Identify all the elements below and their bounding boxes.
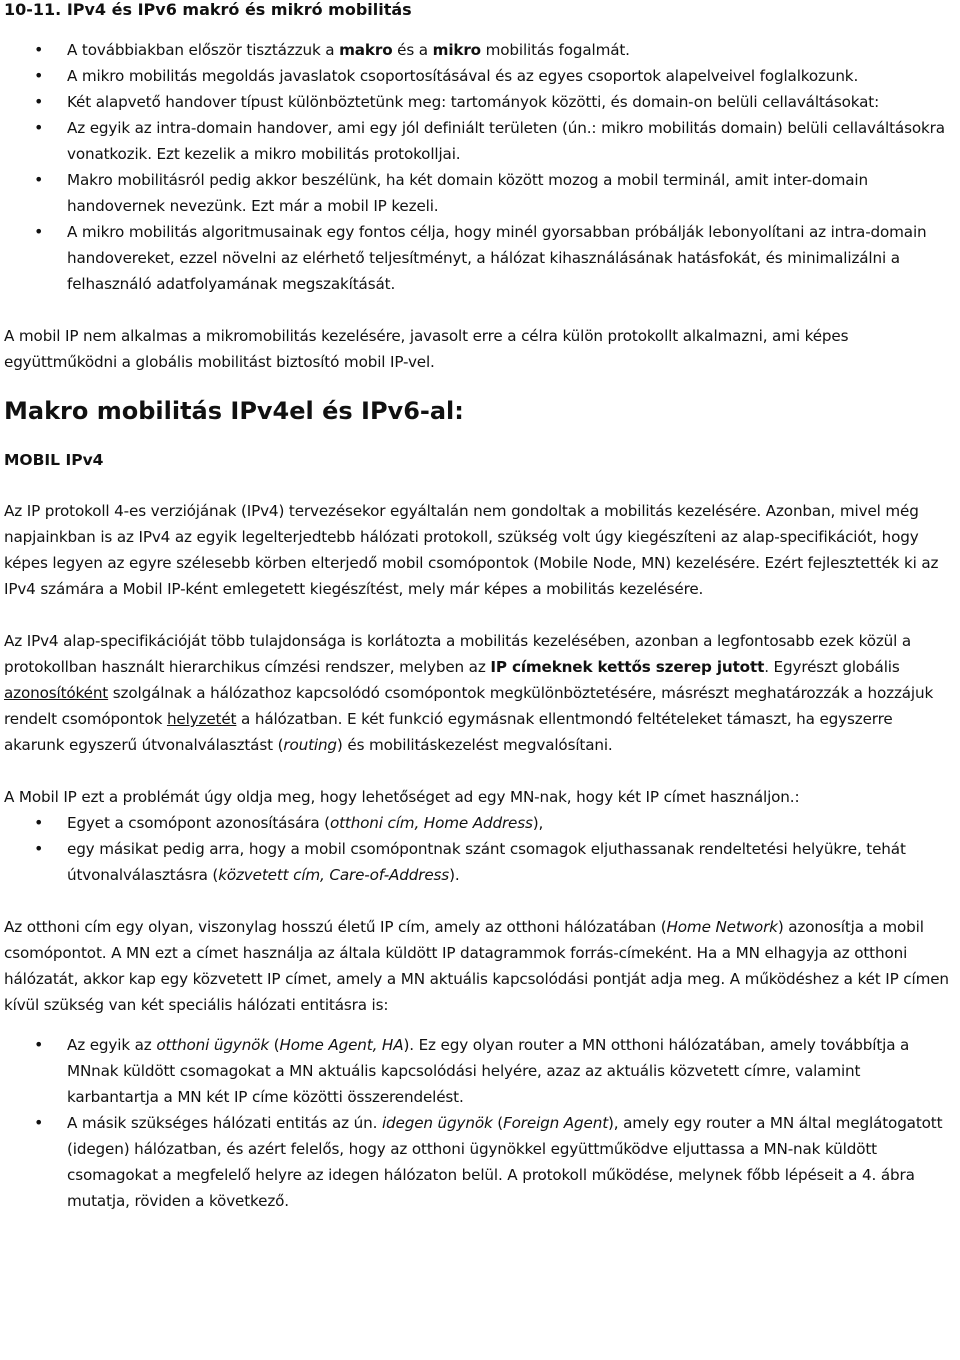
paragraph-mobile-ip: A mobil IP nem alkalmas a mikromobilitás kezelésére, javasolt erre a célra külön protokollt alkalmazni, ami képes együttműködni a globális mobilitást biztosító mobil IP-vel. [4, 327, 849, 371]
text: ). Ez egy olyan router a MN otthoni hálózatában, amely továbbítja a MNnak küldött csomagokat a MN aktuális kapcsolódási helyére, azaz az aktuális közvetett címre, valamint karbantartja a MN két IP címe közötti összerendelést. [67, 1036, 910, 1106]
italic-term: közvetett cím, Care-of-Address [218, 866, 450, 884]
italic-term: otthoni cím, Home Address [329, 814, 533, 832]
paragraph-ipv4-intro: Az IP protokoll 4-es verziójának (IPv4) tervezésekor egyáltalán nem gondoltak a mobilitás kezelésére. Azonban, mivel még napjainkban is az IPv4 az egyik legelterjedtebb hálózati protokoll, szükség volt úgy kiegészíteni az alap-specifikációt, hogy képes legyen az egyre szélesebb körben elterjedő mobil csomópontok (Mobile Node, MN) kezelésére. Ezért fejlesztették ki az IPv4 számára a Mobil IP-ként emlegetett kiegészítést, mely már képes a mobilitás kezelésére. [4, 502, 939, 598]
text: és a [392, 41, 433, 59]
text: egy másikat pedig arra, hogy a mobil csomópontnak szánt csomagok eljuthassanak rendeltetési helyükre, tehát útvonalválasztásra ( [67, 840, 906, 884]
text: ) és mobilitáskezelést megvalósítani. [336, 736, 613, 754]
text: A másik szükséges hálózati entitás az ún. [67, 1114, 382, 1132]
text: ). [449, 866, 460, 884]
list-item [4, 37, 956, 63]
list-item [4, 836, 956, 888]
list-item [4, 1110, 956, 1214]
text: mobilitás fogalmát. [480, 41, 630, 59]
two-ip-bullet-list [4, 810, 956, 888]
text: ) azonosítja a mobil csomópontot. A MN ezt a címet használja az általa küldött IP datagrammok forrás-címeként. Ha a MN elhagyja az otthoni hálózatát, akkor kap egy közvetett IP címet, amely a MN aktuális kapcsolódási pontját adja meg. A működéshez a két IP címen kívül szükség van két speciális hálózati entitásra is: [4, 918, 949, 1014]
paragraph-two-ip: A Mobil IP ezt a problémát úgy oldja meg, hogy lehetőséget ad egy MN-nak, hogy két IP címet használjon.: [4, 788, 800, 806]
page-title: 10-11. IPv4 és IPv6 makró és mikró mobilitás [4, 0, 412, 19]
section-heading-macro: Makro mobilitás IPv4el és IPv6-al: [4, 397, 464, 425]
agent-bullet-list [4, 1032, 956, 1214]
italic-term: Home Agent, HA [279, 1036, 404, 1054]
paragraph-home-address [4, 914, 956, 1018]
list-item: • Az egyik az intra-domain handover, ami egy jól definiált területen (ún.: mikro mobilitás domain) belüli cellaváltásokra vonatkozik. Ezt kezelik a mikro mobilitás protokolljai. [4, 115, 956, 167]
list-item: • Két alapvető handover típust különböztetünk meg: tartományok közötti, és domain-on belüli cellaváltásokat: [4, 89, 956, 115]
underlined-term: helyzetét [166, 710, 237, 728]
list-item [4, 810, 956, 836]
bold-term-makro: makro [339, 41, 393, 59]
list-item: • A mikro mobilitás algoritmusainak egy fontos célja, hogy minél gyorsabban próbálják lebonyolítani az intra-domain handovereket, ezzel növelni az elérhető teljesítményt, a hálózat kihasználásának hatásfokát, és minimalizálni a felhasználó adatfolyamának megszakítását. [4, 219, 956, 297]
paragraph-ipv4-limits [4, 628, 956, 758]
text: Egyet a csomópont azonosítására ( [67, 814, 330, 832]
text: Az IPv4 alap-specifikációját több tulajdonsága is korlátozta a mobilitás kezelésében, azonban a legfontosabb ezek közül a protokollban használt hierarchikus címzési rendszer, melyben az [4, 632, 912, 676]
text: . Egyrészt globális [764, 658, 900, 676]
text: szolgálnak a hálózathoz kapcsolódó csomópontok megkülönböztetésére, másrészt meghatározzák a hozzájuk rendelt csomópontok [4, 684, 934, 728]
text: ), [532, 814, 544, 832]
text: A továbbiakban először tisztázzuk a [67, 41, 340, 59]
italic-term: Home Network [666, 918, 778, 936]
text: ( [492, 1114, 504, 1132]
italic-term: otthoni ügynök [156, 1036, 269, 1054]
text: Az egyik az [67, 1036, 157, 1054]
list-item: • Makro mobilitásról pedig akkor beszélünk, ha két domain között mozog a mobil terminál, amit inter-domain handovernek nevezünk. Ezt már a mobil IP kezeli. [4, 167, 956, 219]
bold-term-mikro: mikro [432, 41, 481, 59]
text: ), amely egy router a MN által meglátogatott (idegen) hálózatban, és azért felelős, hogy az otthoni ügynökkel együttműködve eljuttassa a MN-nak küldött csomagokat a megfelelő helyre az idegen hálózaton belül. A protokoll működése, melynek főbb lépéseit a 4. ábra mutatja, röviden a következő. [67, 1114, 943, 1210]
text: a hálózatban. E két funkció egymásnak ellentmondó feltételeket támaszt, ha egyszerre akarunk egyszerű útvonalválasztást ( [4, 710, 893, 754]
text: ( [268, 1036, 280, 1054]
text: Az otthoni cím egy olyan, viszonylag hosszú életű IP cím, amely az otthoni hálózatában ( [4, 918, 667, 936]
italic-term: idegen ügynök [381, 1114, 493, 1132]
subheading-mobil-ipv4: MOBIL IPv4 [4, 451, 104, 469]
bold-phrase: IP címeknek kettős szerep jutott [490, 658, 765, 676]
intro-bullet-list [4, 37, 956, 297]
list-item: • A mikro mobilitás megoldás javaslatok csoportosításával és az egyes csoportok alapelveivel foglalkozunk. [4, 63, 956, 89]
italic-term: Foreign Agent [503, 1114, 609, 1132]
italic-term: routing [283, 736, 337, 754]
list-item [4, 1032, 956, 1110]
underlined-term: azonosítóként [4, 684, 109, 702]
